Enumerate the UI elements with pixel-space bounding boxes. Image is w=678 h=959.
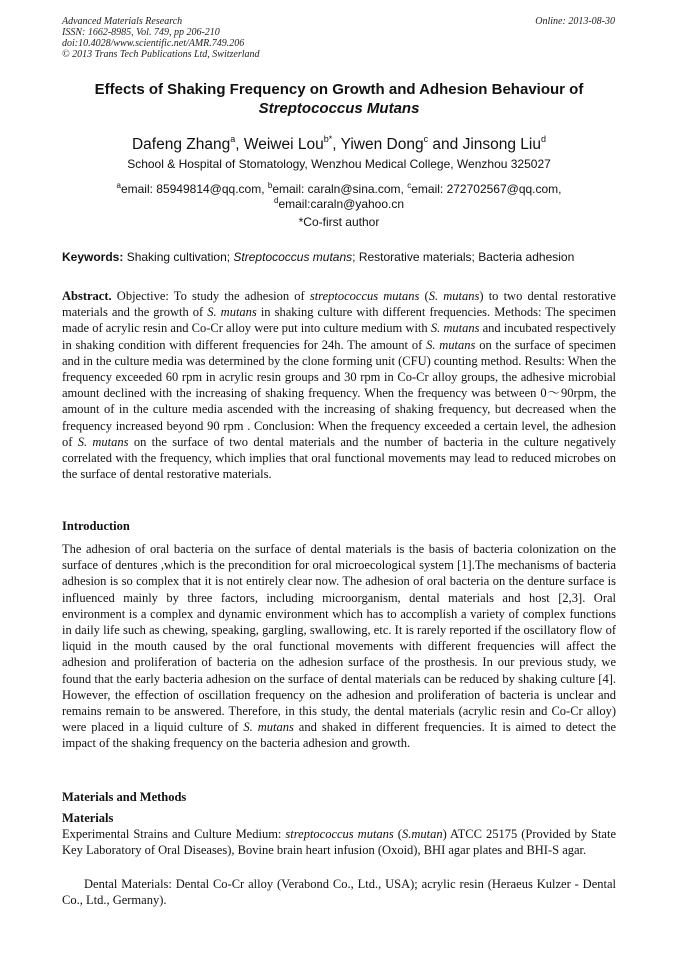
cofirst-note: *Co-first author bbox=[298, 215, 380, 229]
author-4-mark: d bbox=[541, 134, 547, 144]
introduction-paragraph: The adhesion of oral bacteria on the surface of dental materials is the basis of bacteria colonization on the surface of dentures ,which is the precondition for oral microecological system [1].The mechanisms of bacteria adhesion is so complex that it is not entirely clear now. The adhesion of oral bacteria on the denture surface is influenced mainly by three factors, including microorganism, dental materials and host [2,3]. Oral environment is a complex and dynamic environment which has to accomplish a variety of complex functions in daily life such as chewing, speaking, gargling, swallowing, etc. It is rarely reported if the oscillatory flow of liquid in the mouth caused by the oral functional movements with different frequencies will affect the adhesion and proliferation of bacteria on the adhesion surface of the prosthesis. In our previous study, we found that the early bacteria adhesion on the surface of dental materials can be reduced by shaking culture [4]. However, the effection of oscillation frequency on the adhesion and proliferation of bacteria is unclear and remains remain to be answered. Therefore, in this study, the dental materials (acrylic resin and Co-Cr alloy) were placed in a liquid culture of S. mutans and shaked in different frequencies. It is aimed to detect the impact of the shaking frequency on the bacteria adhesion and growth. bbox=[62, 542, 616, 751]
journal-name: Advanced Materials Research bbox=[62, 16, 183, 27]
author-3-mark: c bbox=[423, 134, 429, 144]
methods-heading: Materials and Methods bbox=[62, 790, 187, 804]
copyright-line: © 2013 Trans Tech Publications Ltd, Switzerland bbox=[62, 49, 260, 60]
introduction-heading: Introduction bbox=[62, 519, 130, 533]
online-date: Online: 2013-08-30 bbox=[535, 16, 615, 27]
title-line-1: Effects of Shaking Frequency on Growth and Adhesion Behaviour of bbox=[94, 81, 584, 98]
issn-line: ISSN: 1662-8985, Vol. 749, pp 206-210 bbox=[62, 27, 220, 38]
author-4: and Jinsong Liu bbox=[432, 136, 541, 153]
materials-paragraph-1: Experimental Strains and Culture Medium: streptococcus mutans (S.mutan) ATCC 25175 (Provided by State Key Laboratory of Oral Diseases), Bovine brain heart infusion (Oxoid), BHI agar plates and BHI-S agar. bbox=[62, 827, 616, 858]
author-2-mark: b* bbox=[323, 134, 333, 144]
paper-title bbox=[62, 80, 616, 118]
author-3: Yiwen Dong bbox=[340, 136, 424, 153]
materials-paragraph-2: Dental Materials: Dental Co-Cr alloy (Verabond Co., Ltd., USA); acrylic resin (Heraeus Kulzer - Dental Co., Ltd., Germany). bbox=[62, 877, 616, 908]
author-list: Dafeng Zhang$^a$, Weiwei Lou$^{b*}$, Yiwen Dong$^c$ and Jinsong Liu$^d$ bbox=[131, 134, 547, 153]
materials-subheading: Materials bbox=[62, 811, 114, 825]
affiliation: School & Hospital of Stomatology, Wenzhou Medical College, Wenzhou 325027 bbox=[127, 157, 551, 171]
email-b: email: caraln@sina.com, bbox=[272, 182, 408, 196]
author-1-mark: a bbox=[230, 134, 236, 144]
abstract-label: Abstract. bbox=[62, 289, 112, 303]
keywords-label: Keywords: bbox=[62, 250, 124, 264]
abstract-paragraph: Abstract. Objective: To study the adhesion of streptococcus mutans (S. mutans) to two dental restorative materials and the growth of S. mutans in shaking culture with different frequencies. Methods: The specimen made of acrylic resin and Co-Cr alloy were put into culture medium with S. mutans and incubated respectively in shaking condition with different frequencies for 24h. The amount of S. mutans on the surface of specimen and in the culture media was determined by the clone forming unit (CFU) counting method. Results: When the frequency exceeded 60 rpm in acrylic resin groups and 30 rpm in Co-Cr alloy groups, the adhesive microbial amount declined with the increasing of shaking frequency. When the frequency was between 0～90rpm, the amount of in the culture media ascended with the increasing of shaking frequency, but decreased when the frequency increased beyond 90 rpm . Conclusion: When the frequency exceeded a certain level, the adhesion of S. mutans on the surface of two dental materials and the number of bacteria in the culture negatively correlated with the frequency, which implies that oral functional movements may lead to reduced microbes on the surface of dental restorative materials. bbox=[62, 289, 616, 482]
email-c: email: 272702567@qq.com, bbox=[411, 182, 562, 196]
doi-line: doi:10.4028/www.scientific.net/AMR.749.206 bbox=[62, 38, 245, 49]
author-2: Weiwei Lou bbox=[243, 136, 324, 153]
keywords: Keywords: Shaking cultivation; Streptococcus mutans; Restorative materials; Bacteria adhesion bbox=[62, 250, 575, 264]
author-1: Dafeng Zhang bbox=[131, 136, 231, 153]
email-line-1: $^a$email: 85949814@qq.com, $^b$email: caraln@sina.com, $^c$email: 272702567@qq.com, bbox=[116, 181, 562, 196]
email-line-2: $^d$email:caraln@yahoo.cn bbox=[273, 196, 405, 211]
title-line-2: Streptococcus Mutans bbox=[258, 100, 420, 117]
email-d: email:caraln@yahoo.cn bbox=[278, 197, 405, 211]
email-a: email: 85949814@qq.com, bbox=[120, 182, 268, 196]
